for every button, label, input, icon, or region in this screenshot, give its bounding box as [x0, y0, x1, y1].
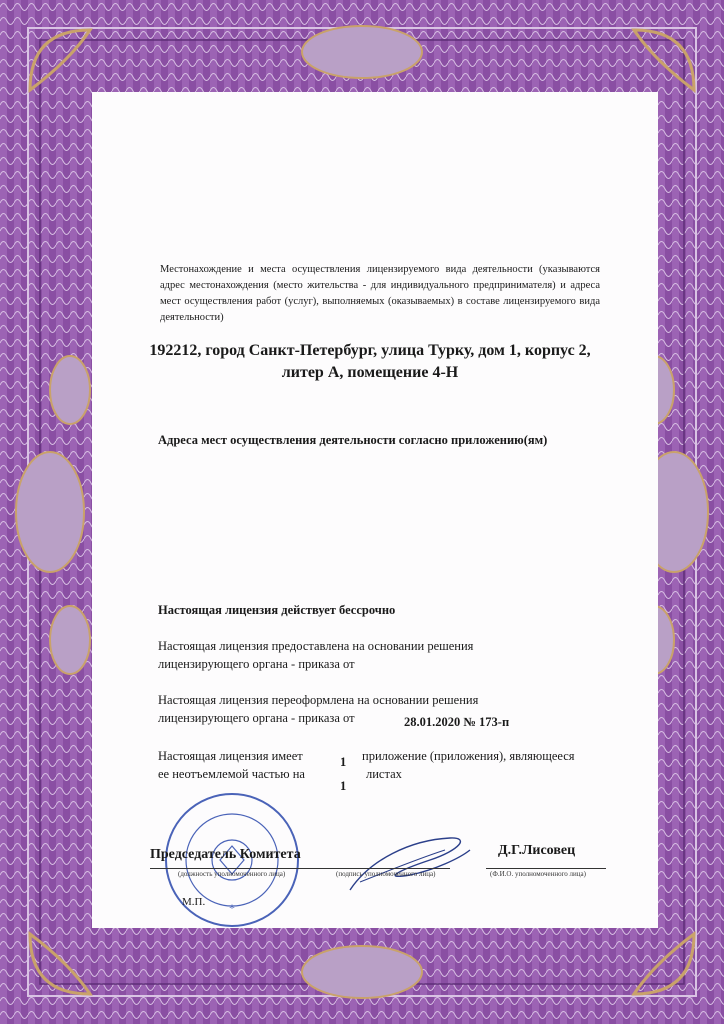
reissued-line-1: Настоящая лицензия переоформлена на основании решения — [158, 693, 479, 707]
location-heading: Местонахождение и места осуществления лицензируемого вида деятельности (указываются адрес местонахождения (место жительства - для индивидуального предпринимателя) и адреса мест осуществления работ (услуг), выполняемых (оказываемых) в составе лицензируемого вида деятельности) — [160, 264, 600, 323]
position-underline — [150, 868, 330, 869]
granted-line-2: лицензирующего органа - приказа от — [158, 657, 355, 671]
caption-position: (должность уполномоченного лица) — [178, 870, 286, 878]
caption-signature: (подпись уполномоченного лица) — [336, 870, 436, 878]
signer-name: Д.Г.Лисовец — [498, 843, 576, 858]
appendix-count: 1 — [340, 755, 347, 769]
signature-underline — [330, 868, 450, 869]
reissued-order: 28.01.2020 № 173-п — [404, 715, 510, 729]
reissued-line-2: лицензирующего органа - приказа от — [158, 711, 355, 725]
stamp-place: М.П. — [182, 896, 206, 908]
validity-text: Настоящая лицензия действует бессрочно — [158, 603, 396, 617]
signer-position: Председатель Комитета — [150, 847, 301, 862]
appendix-text-2a: ее неотъемлемой частью на — [158, 767, 305, 781]
address-line-2: литер А, помещение 4-Н — [281, 364, 459, 381]
appendix-text-2b: листах — [366, 767, 402, 781]
appendix-text-1b: приложение (приложения), являющееся — [362, 749, 575, 763]
svg-text:*: * — [229, 901, 235, 915]
appendix-sheets: 1 — [340, 779, 347, 793]
address-line-1: 192212, город Санкт-Петербург, улица Турку, дом 1, корпус 2, — [149, 342, 591, 359]
caption-name: (Ф.И.О. уполномоченного лица) — [490, 870, 586, 878]
granted-line-1: Настоящая лицензия предоставлена на основании решения — [158, 639, 474, 653]
handwritten-signature-icon — [340, 820, 480, 900]
appendix-text-1a: Настоящая лицензия имеет — [158, 749, 303, 763]
name-underline — [486, 868, 606, 869]
addresses-per-appendix: Адреса мест осуществления деятельности согласно приложению(ям) — [158, 433, 548, 447]
